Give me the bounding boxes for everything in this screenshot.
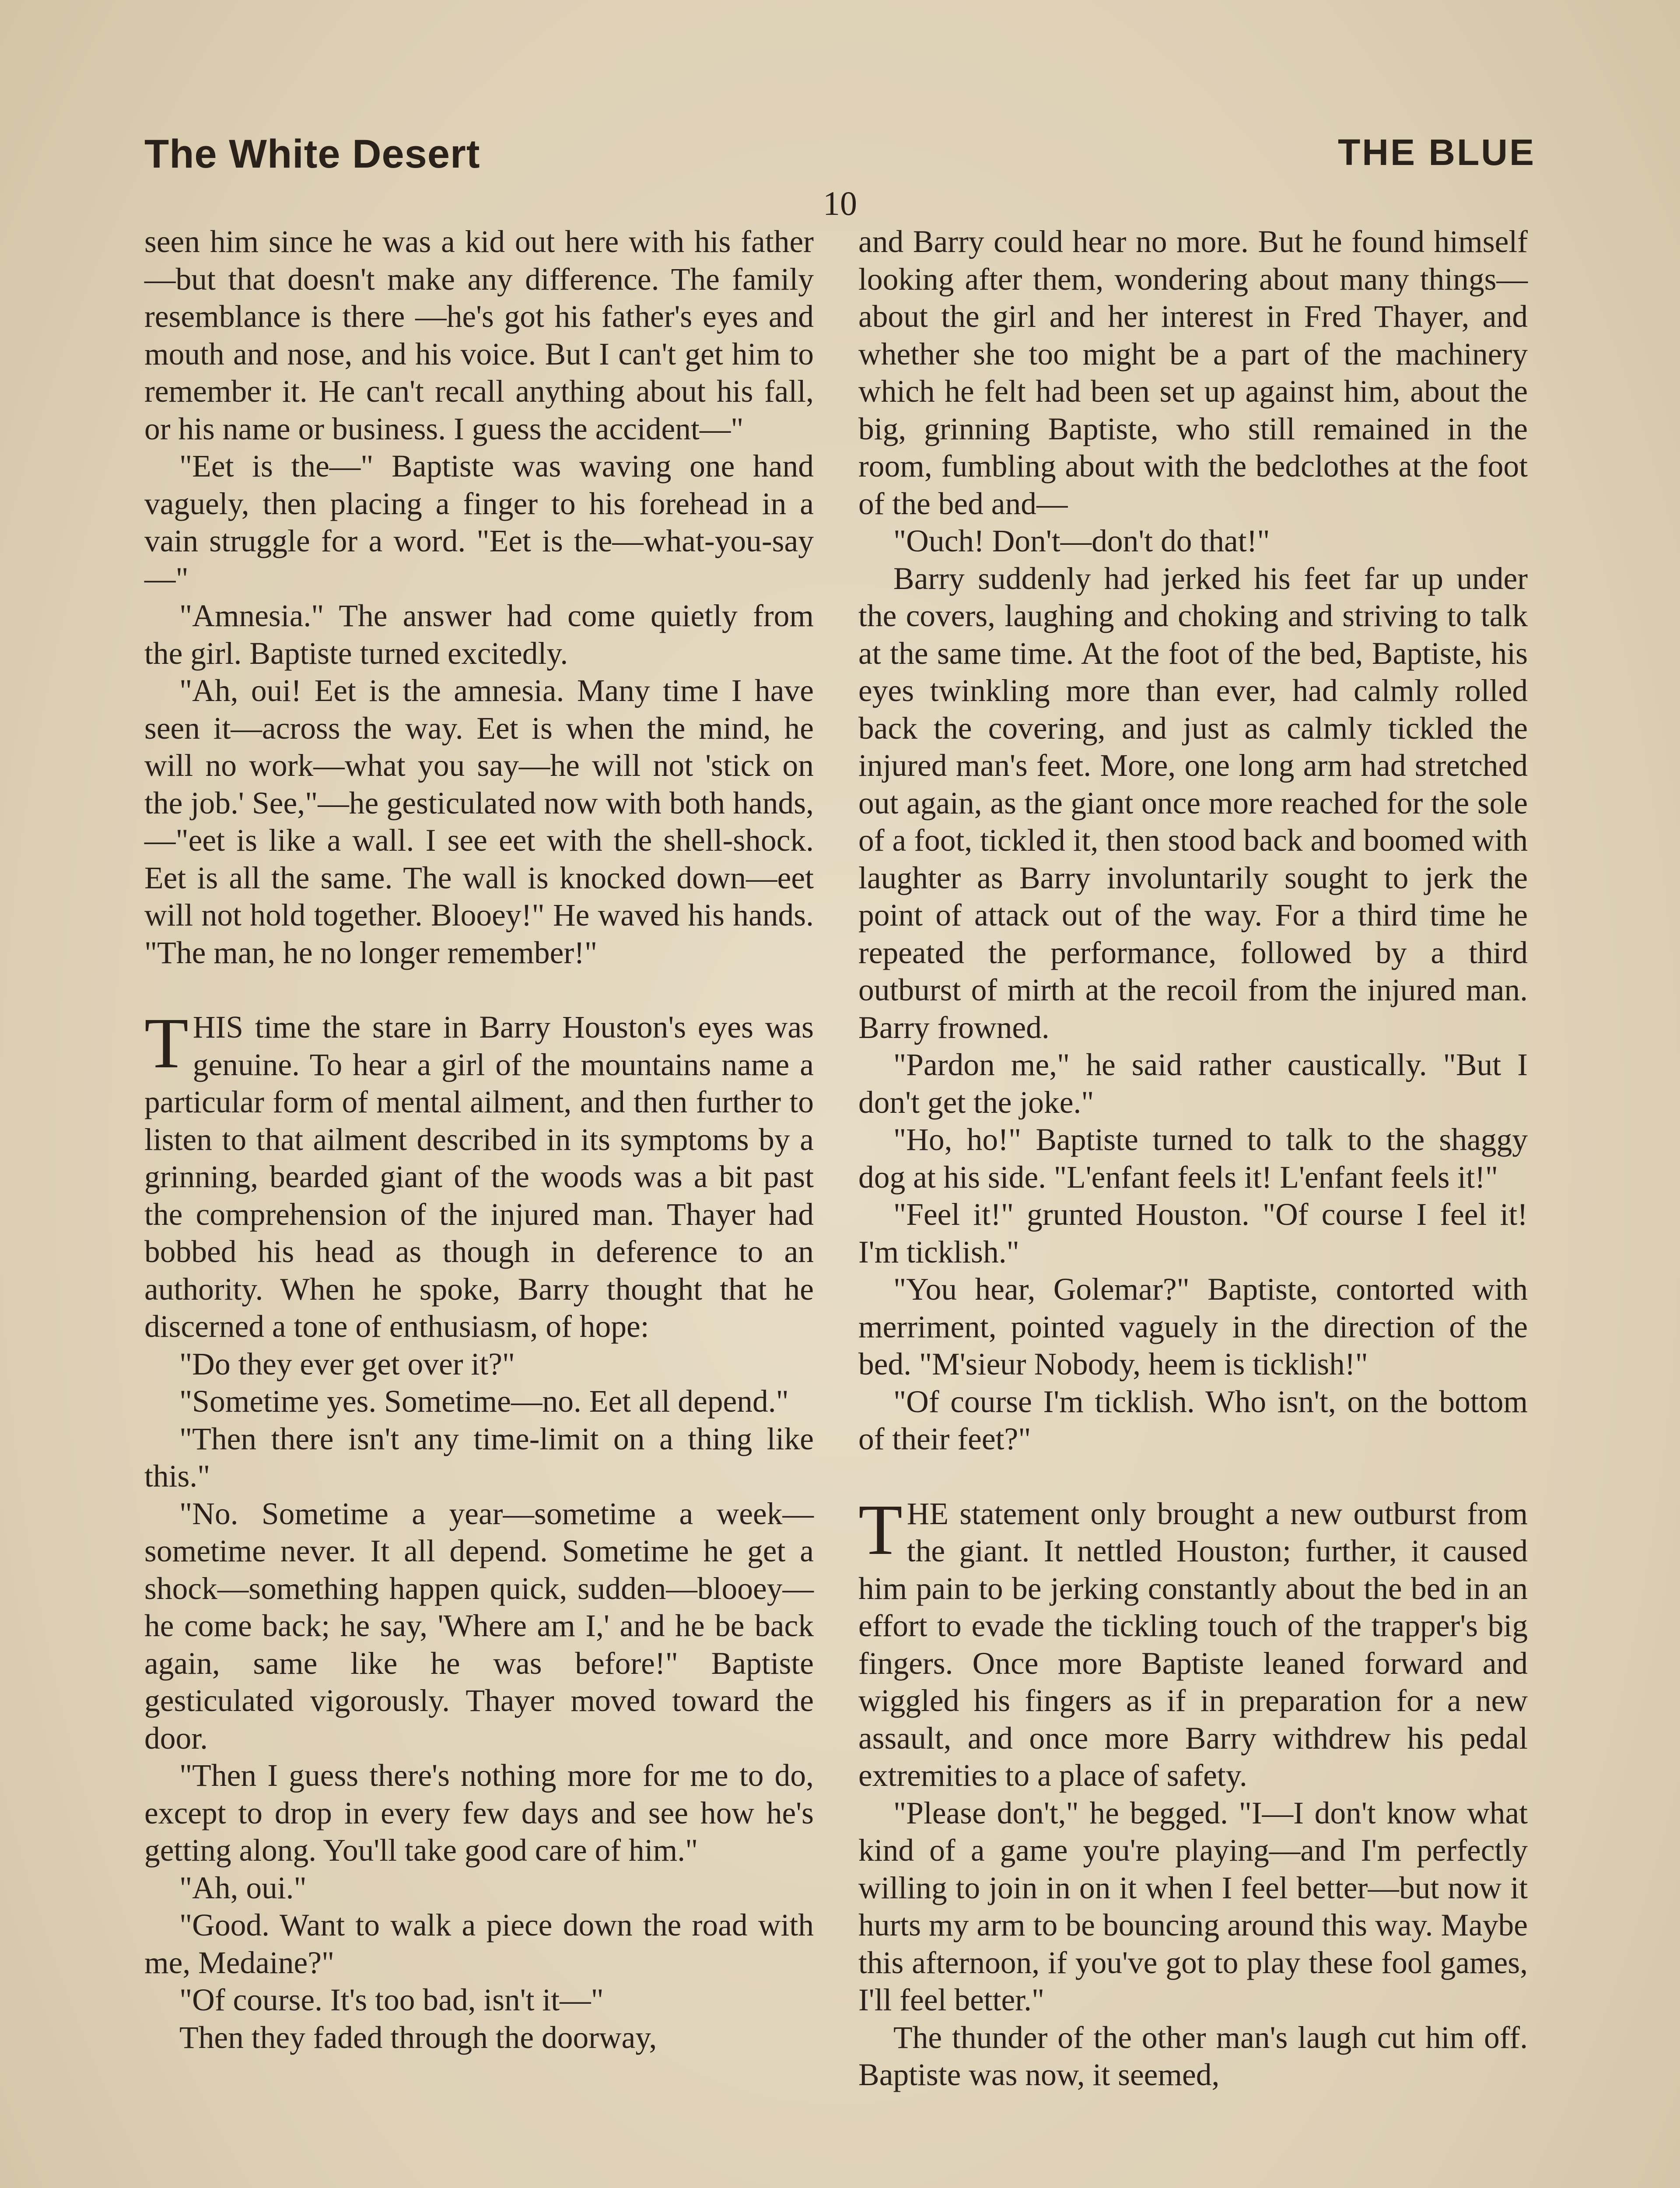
paragraph: "Then there isn't any time-limit on a thing like this." (144, 1421, 814, 1494)
paragraph: "Feel it!" grunted Houston. "Of course I feel it! I'm ticklish." (858, 1197, 1528, 1269)
paragraph: "Ho, ho!" Baptiste turned to talk to the shaggy dog at his side. "L'enfant feels it! L'enfant feels it!" (858, 1122, 1528, 1195)
paragraph: seen him since he was a kid out here with his father—but that doesn't make any difference. The family resemblance is there —he's got his father's eyes and mouth and nose, and his voice. But I can't get him to remember it. He can't recall anything about his fall, or his name or business. I guess the accident—" (144, 224, 814, 446)
paragraph: "Ouch! Don't—don't do that!" (893, 524, 1270, 558)
paragraph: "Sometime yes. Sometime—no. Eet all depend." (179, 1384, 789, 1419)
paragraph: The thunder of the other man's laugh cut him off. Baptiste was now, it seemed, (858, 2020, 1528, 2092)
paragraph: "Good. Want to walk a piece down the road with me, Medaine?" (144, 1908, 814, 1980)
paragraph: "Please don't," he begged. "I—I don't know what kind of a game you're playing—and I'm perfectly willing to join in on it when I feel better—but now it hurts my arm to be bouncing around this way. Maybe this afternoon, if you've got to play these fool games, I'll feel better." (858, 1795, 1528, 2017)
paragraph: "Amnesia." The answer had come quietly from the girl. Baptiste turned excitedly. (144, 599, 814, 671)
paragraph: "Do they ever get over it?" (179, 1346, 515, 1382)
paragraph: Then they faded through the doorway, (179, 2020, 657, 2055)
drop-cap: T (858, 1489, 903, 1570)
paragraph: Barry suddenly had jerked his feet far up under the covers, laughing and choking and striving to talk at the same time. At the foot of the bed, Baptiste, his eyes twinkling more than ever, had calmly rolled back the covering, and just as calmly tickled the injured man's feet. More, one long arm had stretched out again, as the giant once more reached for the sole of a foot, tickled it, then stood back and boomed with laughter as Barry involuntarily sought to jerk the point of attack out of the way. For a third time he repeated the performance, followed by a third outburst of mirth at the recoil from the injured man. Barry frowned. (858, 561, 1528, 1045)
magazine-title: THE BLUE (1338, 132, 1536, 173)
paragraph: "Then I guess there's nothing more for me to do, except to drop in every few days and see how he's getting along. You'll take good care of him." (144, 1758, 814, 1868)
running-title: The White Desert (144, 132, 480, 176)
page-number: 10 (823, 184, 857, 222)
right-column (858, 223, 1528, 2094)
paragraph: "Ah, oui." (179, 1870, 307, 1905)
paragraph: "You hear, Golemar?" Baptiste, contorted with merriment, pointed vaguely in the direction of the bed. "M'sieur Nobody, heem is ticklish!" (858, 1272, 1528, 1382)
dropcap-paragraph (858, 1489, 1528, 1795)
paragraph: "No. Sometime a year—sometime a week—sometime never. It all depend. Sometime he get a shock—something happen quick, sudden—blooey—he come back; he say, 'Where am I,' and he be back again, same like he was before!" Baptiste gesticulated vigorously. Thayer moved toward the door. (144, 1496, 814, 1756)
paragraph: "Of course. It's too bad, isn't it—" (179, 1983, 604, 2017)
paragraph: "Pardon me," he said rather caustically. "But I don't get the joke." (858, 1048, 1528, 1120)
paragraph-text: HE statement only brought a new outburst from the giant. It nettled Houston; further, it caused him pain to be jerking constantly about the bed in an effort to evade the tickling touch of the trapper's big fingers. Once more Baptiste leaned forward and wiggled his fingers as if in preparation for a new assault, and once more Barry withdrew his pedal extremities to a place of safety. (858, 1496, 1528, 1793)
dropcap-paragraph (144, 1003, 814, 1346)
paragraph: "Ah, oui! Eet is the amnesia. Many time I have seen it—across the way. Eet is when the mind, he will no work—what you say—he will not 'stick on the job.' See,"—he gesticulated now with both hands,—"eet is like a wall. I see eet with the shell-shock. Eet is all the same. The wall is knocked down—eet will not hold together. Blooey!" He waved his hands. "The man, he no longer remember!" (144, 673, 814, 970)
paragraph-text: HIS time the stare in Barry Houston's eyes was genuine. To hear a girl of the mountains name a particular form of mental ailment, and then further to listen to that ailment described in its symptoms by a grinning, bearded giant of the woods was a bit past the comprehension of the injured man. Thayer had bobbed his head as though in deference to an authority. When he spoke, Barry thought that he discerned a tone of enthusiasm, of hope: (144, 1010, 814, 1344)
left-column (144, 223, 814, 2056)
paragraph: "Eet is the—" Baptiste was waving one hand vaguely, then placing a finger to his forehead in a vain struggle for a word. "Eet is the—what-you-say—" (144, 449, 814, 596)
paragraph: "Of course I'm ticklish. Who isn't, on the bottom of their feet?" (858, 1384, 1528, 1456)
drop-cap: T (144, 1003, 189, 1083)
paragraph: and Barry could hear no more. But he found himself looking after them, wondering about many things—about the girl and her interest in Fred Thayer, and whether she too might be a part of the machinery which he felt had been set up against him, about the big, grinning Baptiste, who still remained in the room, fumbling about with the bedclothes at the foot of the bed and— (858, 224, 1528, 521)
